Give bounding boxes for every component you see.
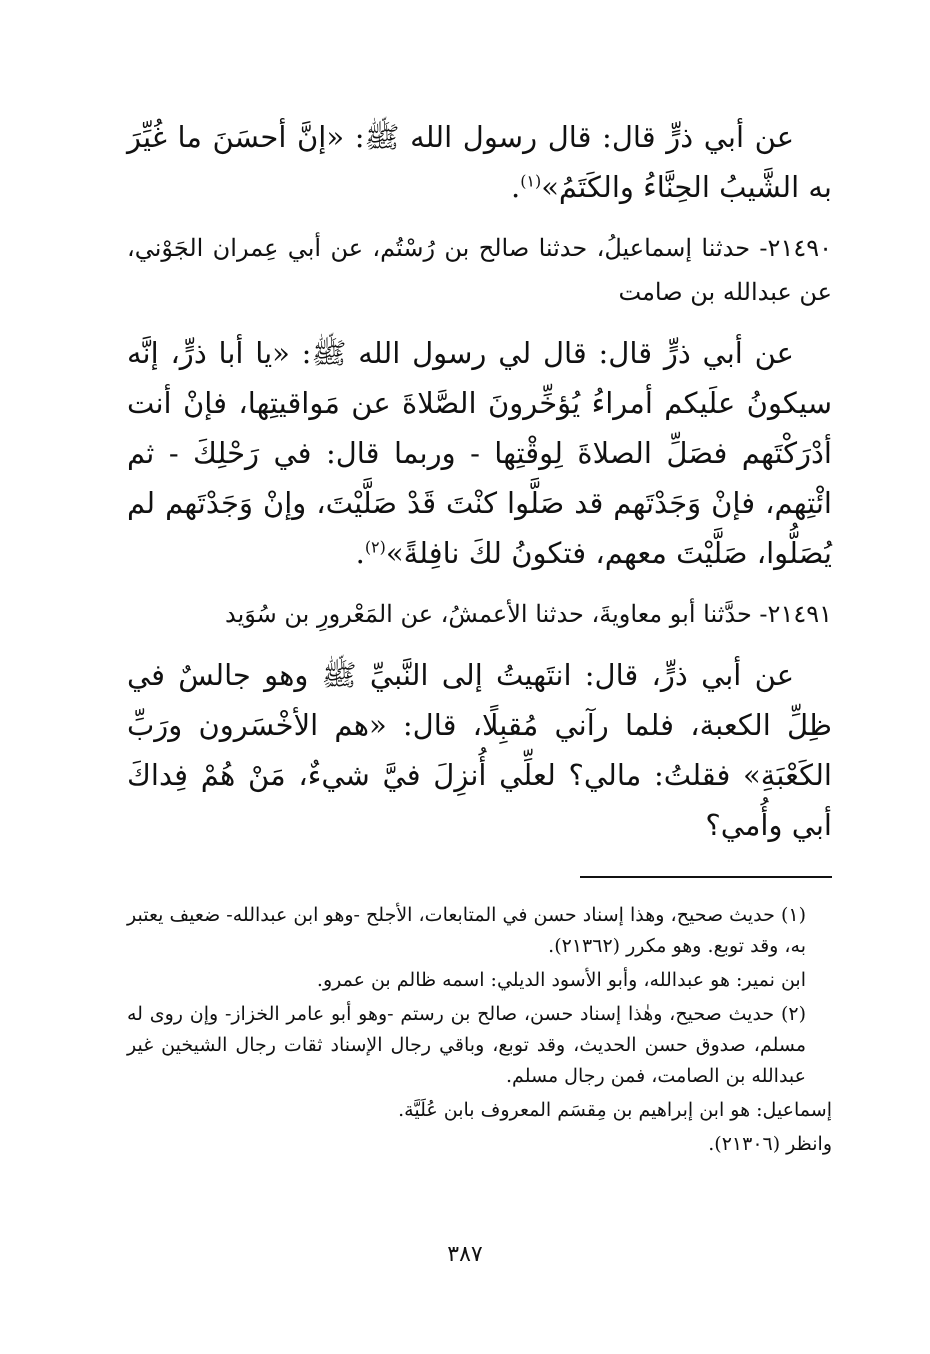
main-text [127,112,832,850]
hadith-21491-isnad: ٢١٤٩١- حدَّثنا أبو معاويةَ، حدثنا الأعمشُ، عن المَعْرورِ بن سُوَيد [224,600,832,628]
matn-text: عن أبي ذرٍّ، قال: انتَهيتُ إلى النَّبيِّ ﷺ وهو جالسٌ في ظِلِّ الكعبة، فلما رآني مُقبِلًا، قال: «هم الأخْسَرون ورَبِّ الكَعْبَةِ» فقلتُ: مالي؟ لعلِّي أُنزِلَ فيَّ شيءٌ، مَنْ هُمْ فِداكَ أبي وأُمي؟ [127,658,832,842]
footnote-2-continuation: إسماعيل: هو ابن إبراهيم بن مِقسَم المعروف بابن عُلَيَّة. [398,1099,832,1121]
sentence-end: . [355,536,365,570]
matn-text: عن أبي ذرٍّ قال: قال رسول الله ﷺ: «إنَّ أحسَنَ ما غُيِّرَ به الشَّيبُ الحِنَّاءُ والكَتَمُ» [127,120,832,204]
footnote-2-see-also: وانظر (٢١٣٠٦). [708,1133,832,1155]
footnote-2: (٢) حديث صحيح، وهٰذا إسناد حسن، صالح بن رستم -وهو أبو عامر الخزاز- وإن روى له مسلم، صدوق حسن الحديث، وقد توبع، وباقي رجال الإسناد ثقات رجال الشيخين غير عبدالله بن الصامت، فمن رجال مسلم. [127,1003,806,1087]
hadith-21490-isnad: ٢١٤٩٠- حدثنا إسماعيلُ، حدثنا صالح بن رُسْتُم، عن أبي عِمران الجَوْني، عن عبدالله بن صامت [127,234,832,306]
hadith-21491-matn [127,650,832,850]
page-number: ٣٨٧ [447,1242,483,1267]
footnote-1-continuation: ابن نمير: هو عبدالله، وأبو الأسود الديلي: اسمه ظالم بن عمرو. [316,969,806,991]
hadith-1489-matn [127,112,832,212]
footnote-ref-1: (١) [520,171,542,191]
sentence-end: . [510,170,521,204]
footnote-1: (١) حديث صحيح، وهذا إسناد حسن في المتابعات، الأجلح -وهو ابن عبدالله- ضعيف يعتبر به، وقد توبع. وهو مكرر (٢١٣٦٢). [127,904,806,957]
matn-text: عن أبي ذرٍّ قال: قال لي رسول الله ﷺ: «يا أبا ذرٍّ، إنَّه سيكونُ علَيكم أمراءُ يُؤخِّرونَ الصَّلاةَ عن مَواقيتِها، فإنْ أنت أدْرَكْتَهم فصَلِّ الصلاةَ لِوقْتِها - وربما قال: في رَحْلِكَ - ثم ائْتِهم، فإنْ وَجَدْتَهم قد صَلَّوا كنْتَ قَدْ صَلَّيْتَ، وإنْ وَجَدْتَهم لم يُصَلُّوا، صَلَّيْتَ معهم، فتكونُ لكَ نافِلةً» [127,336,832,570]
hadith-21490-matn [127,328,832,578]
footnotes [127,900,832,1163]
footnote-separator [580,876,832,878]
footnote-ref-2: (٢) [364,537,386,557]
